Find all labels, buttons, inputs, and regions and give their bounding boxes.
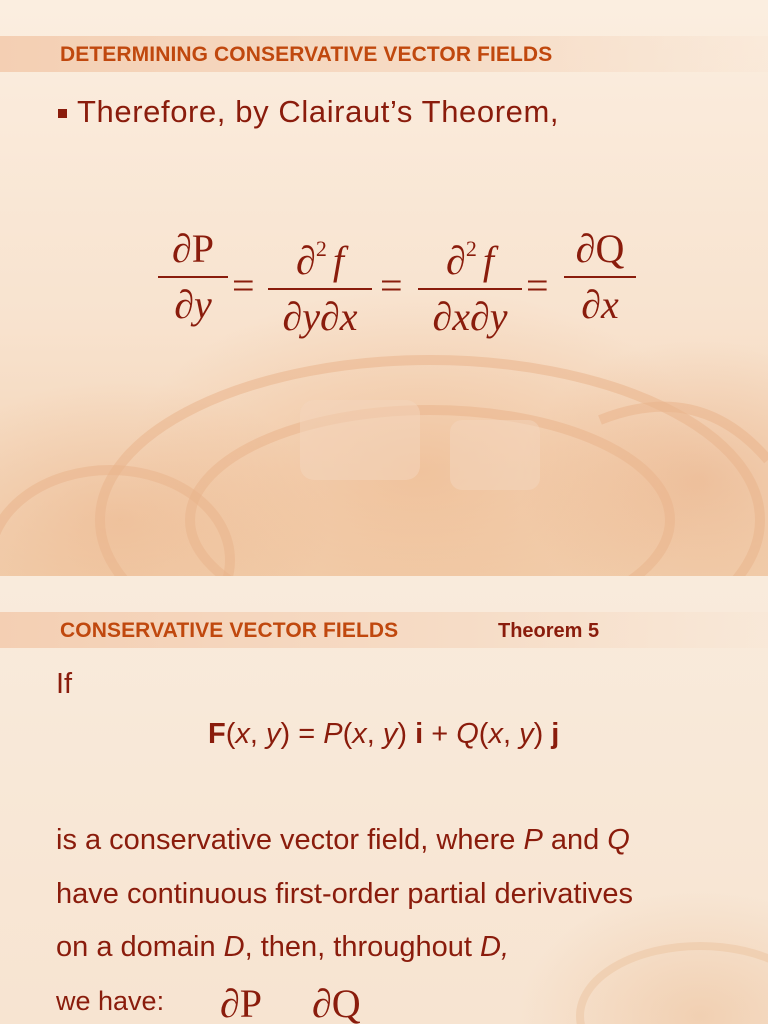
numerator: ∂P: [171, 226, 214, 271]
text: and: [542, 824, 608, 856]
paren: (: [225, 718, 236, 750]
function-f: f: [332, 238, 344, 283]
paren: (: [342, 718, 353, 750]
denominator: ∂x: [581, 282, 619, 327]
paren: ): [533, 718, 552, 750]
fraction-d2f-dydx: [268, 226, 372, 340]
func-Q: Q: [456, 718, 479, 750]
paren-equals: ) =: [280, 718, 324, 750]
text: is a conservative vector field, where: [56, 824, 524, 856]
numerator: ∂Q: [575, 226, 625, 271]
comma: ,: [249, 718, 267, 750]
unit-i: i: [415, 718, 424, 750]
numerator: [268, 226, 372, 284]
body-line-2: have continuous first-order partial derivatives: [56, 878, 634, 910]
var-y: y: [382, 718, 398, 750]
slide-title: DETERMINING CONSERVATIVE VECTOR FIELDS: [60, 43, 553, 66]
fraction-dP-dy: [158, 226, 228, 328]
func-Q: Q: [607, 824, 630, 856]
function-f: f: [482, 238, 494, 283]
unit-j: j: [551, 718, 560, 750]
partial-Q: ∂Q: [312, 981, 361, 1024]
slide-theorem-5: [0, 576, 768, 1024]
paren: (: [478, 718, 489, 750]
var-x: x: [488, 718, 503, 750]
vector-F: F: [208, 718, 226, 750]
text: , then, throughout: [244, 931, 481, 963]
fraction-bar: [268, 288, 372, 290]
slide-title-bar: [0, 612, 768, 648]
fraction-d2f-dxdy: [418, 226, 522, 340]
numerator: [418, 226, 522, 284]
exponent: 2: [315, 236, 327, 261]
text: on a domain: [56, 931, 224, 963]
plus-sign: +: [423, 718, 457, 750]
equals-sign: =: [232, 263, 255, 308]
var-y: y: [519, 718, 534, 750]
comma: ,: [366, 718, 383, 750]
body-line-4: we have:: [56, 986, 165, 1016]
equals-sign: =: [380, 263, 403, 308]
fraction-bar: [418, 288, 522, 290]
if-text: If: [56, 668, 73, 700]
fraction-dQ-dx: [564, 226, 636, 328]
fraction-bar: [564, 276, 636, 278]
partial-symbol: ∂: [446, 238, 466, 283]
partial-symbol: ∂: [296, 238, 316, 283]
comma: ,: [502, 718, 520, 750]
bullet-text: Therefore, by Clairaut’s Theorem,: [77, 94, 560, 129]
domain-D: D: [223, 931, 245, 963]
equals-sign: =: [526, 263, 549, 308]
slide-title: CONSERVATIVE VECTOR FIELDS: [60, 619, 399, 642]
theorem-label: Theorem 5: [498, 620, 600, 642]
body-line-1: [56, 824, 630, 857]
domain-D: D,: [480, 931, 510, 963]
var-x: x: [352, 718, 367, 750]
func-P: P: [323, 718, 343, 750]
denominator: ∂x∂y: [432, 294, 508, 339]
exponent: 2: [465, 236, 477, 261]
var-y: y: [266, 718, 281, 750]
vector-field-formula: [208, 718, 559, 751]
denominator: ∂y: [174, 282, 212, 327]
fraction-bar: [158, 276, 228, 278]
func-P: P: [523, 824, 543, 856]
body-line-3: [56, 931, 509, 964]
var-x: x: [235, 718, 250, 750]
partial-P: ∂P: [220, 981, 263, 1024]
denominator: ∂y∂x: [282, 294, 358, 339]
paren: ): [397, 718, 416, 750]
